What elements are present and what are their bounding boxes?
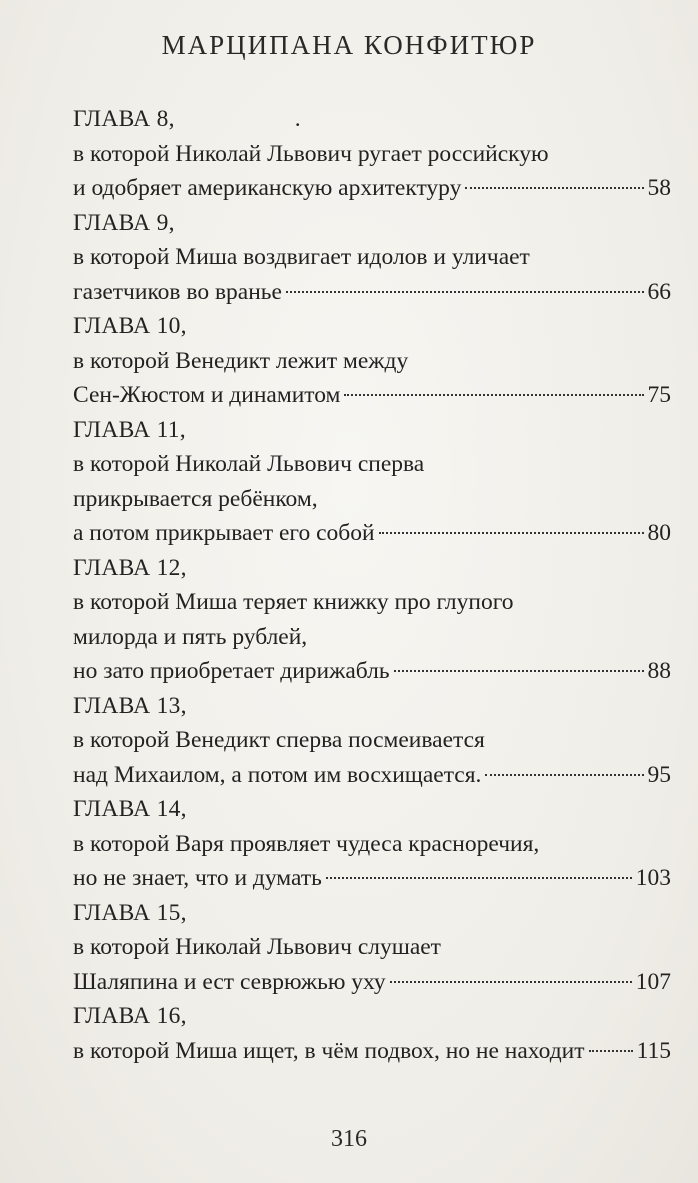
chapter-description-line (73, 654, 671, 689)
page-number: 316 (331, 1126, 367, 1152)
chapter-page-number: 58 (647, 175, 671, 201)
chapter-description-text: а потом прикрывает его собой (73, 520, 375, 546)
chapter-heading-text: ГЛАВА 10, (73, 313, 187, 339)
chapter-heading-text: ГЛАВА 15, (73, 899, 187, 926)
chapter-heading-text: ГЛАВА 11, (73, 416, 186, 443)
toc-entry (73, 896, 671, 1000)
chapter-description-line (73, 482, 671, 517)
chapter-page-number: 75 (647, 382, 671, 408)
chapter-description-line (73, 275, 671, 310)
chapter-heading (73, 792, 671, 827)
chapter-description-line (73, 965, 671, 1000)
toc-entry (73, 792, 671, 896)
dot-leader (344, 394, 643, 396)
chapter-description-text: в которой Николай Львович сперва (73, 451, 425, 477)
chapter-heading-text: ГЛАВА 14, (73, 796, 187, 822)
chapter-heading (73, 999, 671, 1034)
chapter-heading-text: ГЛАВА 9, (73, 209, 175, 236)
chapter-description-text: прикрывается ребёнком, (73, 485, 318, 512)
chapter-description-text: в которой Миша теряет книжку про глупого (73, 589, 514, 615)
chapter-description-line (73, 930, 671, 965)
chapter-description-text: в которой Николай Львович ругает российскую (73, 140, 549, 167)
chapter-heading-text: ГЛАВА 16, (73, 1003, 187, 1029)
table-of-contents (73, 102, 671, 1068)
chapter-description-line (73, 620, 671, 655)
chapter-heading (73, 896, 671, 931)
heading-mark: . (294, 106, 301, 132)
chapter-heading (73, 102, 671, 137)
chapter-page-number: 107 (635, 968, 671, 995)
chapter-description-text: над Михаилом, а потом им восхищается. (73, 761, 482, 788)
chapter-heading-text: ГЛАВА 8, (73, 106, 175, 132)
dot-leader (589, 1050, 633, 1052)
chapter-description-line (73, 516, 671, 551)
dot-leader (286, 291, 644, 293)
chapter-description-text: Сен-Жюстом и динамитом (73, 382, 341, 408)
dot-leader (485, 774, 643, 776)
chapter-description-text: но не знает, что и думать (73, 865, 322, 891)
chapter-page-number: 88 (647, 658, 671, 684)
chapter-heading-text: ГЛАВА 12, (73, 554, 187, 581)
chapter-description-line (73, 137, 671, 172)
chapter-page-number: 66 (647, 278, 671, 305)
toc-entry (73, 309, 671, 413)
chapter-page-number: 95 (647, 761, 671, 788)
chapter-description-line (73, 378, 671, 413)
chapter-page-number: 115 (636, 1037, 671, 1064)
chapter-description-text: в которой Миша ищет, в чём подвох, но не находит (73, 1037, 585, 1064)
chapter-description-line (73, 171, 671, 206)
chapter-heading (73, 413, 671, 448)
chapter-description-text: в которой Миша воздвигает идолов и уличает (73, 244, 530, 270)
running-head: МАРЦИПАНА КОНФИТЮР (161, 30, 537, 60)
dot-leader (326, 877, 632, 879)
chapter-description-line (73, 827, 671, 862)
chapter-description-line (73, 1034, 671, 1069)
chapter-description-line (73, 344, 671, 379)
chapter-description-text: милорда и пять рублей, (73, 623, 308, 650)
toc-entry (73, 102, 671, 206)
chapter-description-line (73, 861, 671, 896)
dot-leader (379, 532, 644, 534)
chapter-description-text: газетчиков во вранье (73, 278, 282, 305)
chapter-description-text: Шаляпина и ест севрюжью уху (73, 968, 386, 995)
chapter-description-line (73, 447, 671, 482)
chapter-description-text: но зато приобретает дирижабль (73, 658, 390, 684)
toc-entry (73, 999, 671, 1068)
chapter-heading (73, 551, 671, 586)
dot-leader (465, 187, 643, 189)
chapter-description-text: в которой Венедикт лежит между (73, 347, 409, 374)
chapter-heading (73, 689, 671, 724)
toc-entry (73, 206, 671, 310)
chapter-description-text: и одобряет американскую архитектуру (73, 175, 462, 201)
chapter-description-line (73, 240, 671, 275)
chapter-description-line (73, 585, 671, 620)
chapter-heading (73, 309, 671, 344)
chapter-description-text: в которой Николай Львович слушает (73, 934, 441, 960)
chapter-heading (73, 206, 671, 241)
toc-entry (73, 551, 671, 689)
chapter-page-number: 103 (635, 865, 671, 891)
chapter-page-number: 80 (647, 520, 671, 546)
chapter-description-line (73, 723, 671, 758)
toc-entry (73, 689, 671, 793)
dot-leader (390, 981, 632, 983)
toc-entry (73, 413, 671, 551)
chapter-description-text: в которой Варя проявляет чудеса красноречия, (73, 830, 540, 857)
dot-leader (394, 670, 644, 672)
chapter-description-text: в которой Венедикт сперва посмеивается (73, 727, 485, 753)
chapter-description-line (73, 758, 671, 793)
chapter-heading-text: ГЛАВА 13, (73, 692, 187, 719)
